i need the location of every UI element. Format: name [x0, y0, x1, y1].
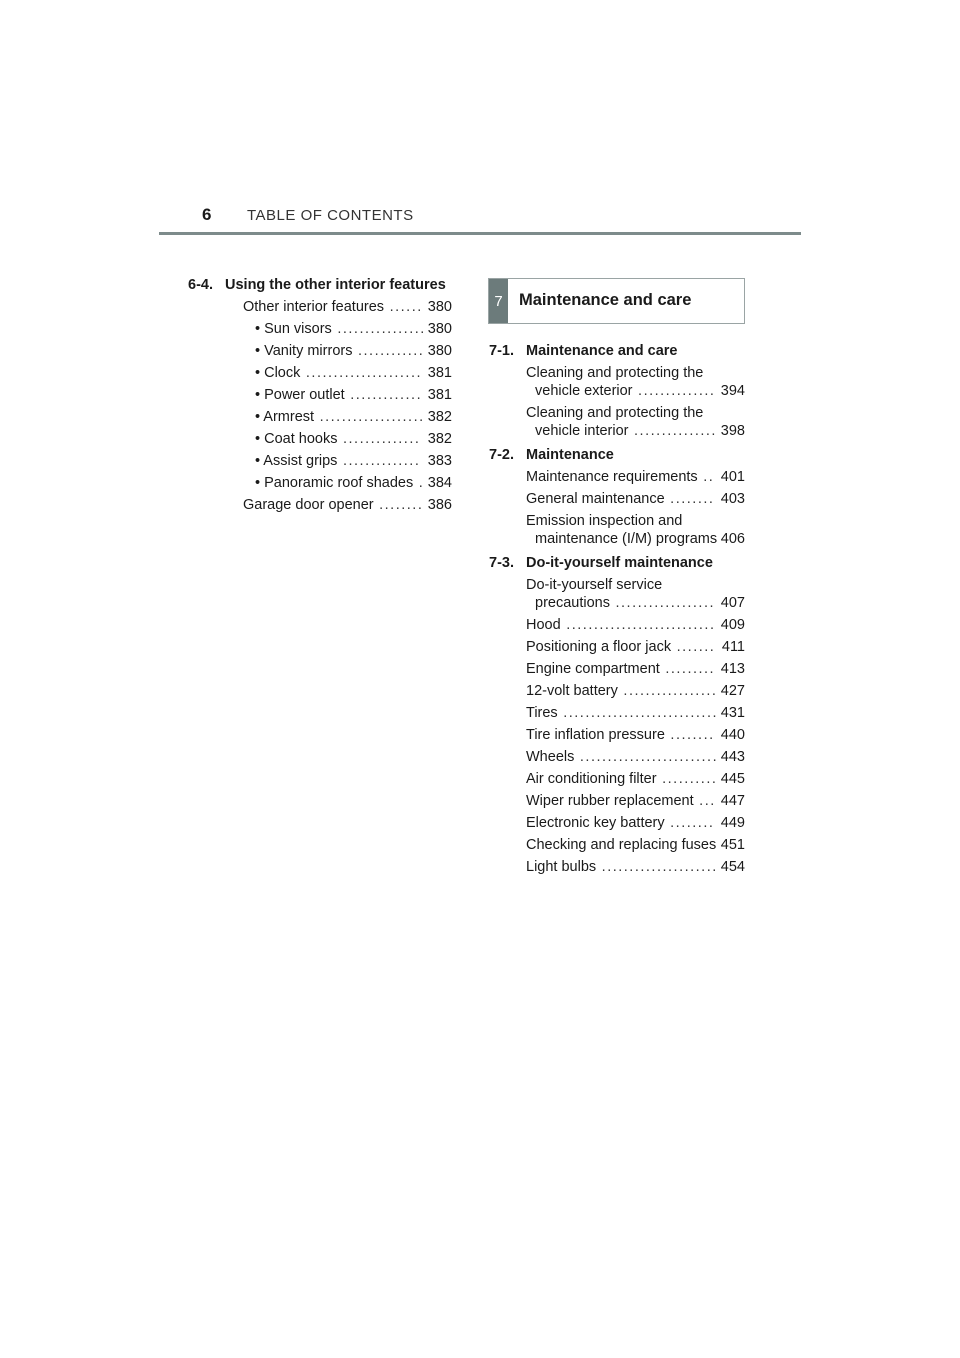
dot-leader: ......................... [574, 749, 719, 765]
dot-leader: ............................ [557, 705, 719, 721]
entry-page: 403 [720, 491, 745, 507]
section-heading [489, 446, 745, 464]
entry-page: 427 [720, 683, 745, 699]
section-title: Maintenance [526, 447, 614, 463]
right-column [489, 342, 745, 880]
dot-leader: .................. [609, 595, 716, 611]
toc-entry[interactable] [526, 726, 745, 744]
entry-page: 449 [720, 815, 745, 831]
section-title: Do-it-yourself maintenance [526, 555, 713, 571]
toc-entry[interactable] [526, 660, 745, 678]
chapter-title: Maintenance and care [519, 291, 692, 309]
entry-text: Garage door opener [243, 497, 374, 513]
dot-leader: ................. [617, 683, 718, 699]
entry-page: 380 [427, 343, 452, 359]
section-number: 7-2. [489, 447, 514, 463]
entry-page: 394 [720, 383, 745, 399]
toc-entry[interactable] [255, 386, 452, 404]
entry-title [243, 298, 426, 316]
dot-leader: ..................... [300, 365, 423, 381]
entry-title [526, 512, 719, 548]
dot-leader: ............ [352, 343, 425, 359]
entry-page: 401 [720, 469, 745, 485]
entry-title [526, 364, 719, 400]
entry-text: Cleaning and protecting the vehicle exterior [526, 365, 704, 399]
section-number: 7-1. [489, 343, 514, 359]
page-number: 6 [202, 205, 212, 224]
entry-text: Wheels [526, 749, 575, 765]
entry-title [526, 490, 719, 508]
entry-text: Maintenance requirements [526, 469, 698, 485]
entry-text: Air conditioning filter [526, 771, 657, 787]
entry-page: 443 [720, 749, 745, 765]
entry-page: 431 [720, 705, 745, 721]
toc-entry[interactable] [526, 748, 745, 766]
dot-leader: ... [693, 793, 716, 809]
entry-page: 413 [720, 661, 745, 677]
entry-title [526, 836, 719, 854]
entry-title [526, 682, 719, 700]
entry-text: • Power outlet [255, 387, 345, 403]
toc-entry[interactable] [526, 814, 745, 832]
section-title: Using the other interior features [225, 277, 446, 293]
entry-text: • Armrest [255, 409, 315, 425]
entry-text: Tire inflation pressure [526, 727, 665, 743]
entry-title [526, 660, 719, 678]
dot-leader: .............. [337, 453, 421, 469]
toc-entry[interactable] [526, 704, 745, 722]
entry-page: 380 [427, 299, 452, 315]
entry-page: 447 [720, 793, 745, 809]
entry-title [255, 342, 426, 360]
entry-page: 381 [427, 387, 452, 403]
entry-title [526, 770, 719, 788]
toc-entry[interactable] [526, 638, 745, 656]
entry-text: • Coat hooks [255, 431, 338, 447]
section-title: Maintenance and care [526, 343, 678, 359]
toc-entry[interactable] [526, 682, 745, 700]
entry-text: • Vanity mirrors [255, 343, 353, 359]
entry-title [526, 704, 719, 722]
entry-page: 382 [427, 409, 452, 425]
dot-leader: ........ [373, 497, 424, 513]
entry-page: 383 [427, 453, 452, 469]
entry-title [255, 320, 426, 338]
toc-entry[interactable] [526, 404, 745, 440]
entry-title [526, 858, 719, 876]
entry-title [255, 386, 426, 404]
dot-leader: ..................... [596, 859, 718, 875]
toc-entry[interactable] [255, 408, 452, 426]
toc-entry[interactable] [526, 770, 745, 788]
toc-entry[interactable] [526, 468, 745, 486]
entry-page: 380 [427, 321, 452, 337]
dot-leader: . [413, 475, 425, 491]
toc-entry[interactable] [255, 320, 452, 338]
entry-text: Wiper rubber replacement [526, 793, 694, 809]
entry-title [526, 468, 719, 486]
entry-text: Do-it-yourself service precautions [526, 577, 663, 611]
entry-page: 409 [720, 617, 745, 633]
dot-leader: ........ [664, 491, 715, 507]
dot-leader: ................... [314, 409, 425, 425]
entry-title [243, 496, 426, 514]
section-heading [489, 342, 745, 360]
left-column [188, 276, 452, 518]
entry-text: Checking and replacing fuses [526, 837, 717, 853]
entry-text: Tires [526, 705, 558, 721]
entry-text: General maintenance [526, 491, 665, 507]
dot-leader: ........................... [560, 617, 716, 633]
entry-page: 398 [720, 423, 745, 439]
entry-page: 384 [427, 475, 452, 491]
toc-entry[interactable] [243, 496, 452, 514]
entry-page: 440 [720, 727, 745, 743]
entry-page: 451 [720, 837, 745, 853]
entry-page: 382 [427, 431, 452, 447]
dot-leader: ............. [344, 387, 423, 403]
dot-leader: ............... [628, 423, 717, 439]
dot-leader: ................ [331, 321, 426, 337]
entry-page: 406 [720, 531, 745, 547]
entry-text: Hood [526, 617, 561, 633]
dot-leader: ...... [384, 299, 423, 315]
toc-entry[interactable] [526, 576, 745, 612]
entry-text: Electronic key battery [526, 815, 665, 831]
entry-text: Other interior features [243, 299, 385, 315]
entry-text: • Clock [255, 365, 301, 381]
dot-leader: ......... [659, 661, 716, 677]
header-rule [159, 232, 801, 235]
entry-text: Emission inspection and maintenance (I/M) programs [526, 513, 718, 547]
entry-title [255, 430, 426, 448]
entry-title [526, 726, 719, 744]
dot-leader: ....... [671, 639, 716, 655]
toc-entry[interactable] [243, 298, 452, 316]
section-number: 7-3. [489, 555, 514, 571]
dot-leader: .. [697, 469, 715, 485]
entry-title [526, 814, 719, 832]
entry-title [526, 616, 719, 634]
entry-page: 411 [721, 639, 745, 655]
entry-page: 445 [720, 771, 745, 787]
entry-page: 386 [427, 497, 452, 513]
dot-leader: .......... [656, 771, 718, 787]
entry-text: Engine compartment [526, 661, 660, 677]
chapter-number-tab: 7 [489, 279, 508, 323]
chapter-banner[interactable] [488, 278, 745, 324]
entry-text: 12-volt battery [526, 683, 618, 699]
toc-entry[interactable] [255, 452, 452, 470]
toc-entry[interactable] [255, 474, 452, 492]
entry-title [255, 408, 426, 426]
toc-entry[interactable] [526, 858, 745, 876]
entry-page: 407 [720, 595, 745, 611]
entry-title [526, 404, 719, 440]
entry-title [255, 452, 426, 470]
toc-entry[interactable] [526, 616, 745, 634]
toc-entry[interactable] [255, 430, 452, 448]
toc-entry[interactable] [255, 364, 452, 382]
dot-leader: ........ [664, 815, 715, 831]
entry-title [526, 792, 719, 810]
section-heading [188, 276, 452, 294]
header-title: TABLE OF CONTENTS [247, 207, 414, 224]
entry-title [526, 576, 719, 612]
toc-entry[interactable] [526, 512, 745, 548]
entry-title [255, 474, 426, 492]
entry-title [255, 364, 426, 382]
entry-title [526, 748, 719, 766]
entry-page: 381 [427, 365, 452, 381]
entry-text: Light bulbs [526, 859, 597, 875]
entry-text: • Assist grips [255, 453, 338, 469]
entry-page: 454 [720, 859, 745, 875]
section-number: 6-4. [188, 277, 213, 293]
dot-leader: ........ [664, 727, 715, 743]
dot-leader: .............. [632, 383, 716, 399]
dot-leader: .............. [337, 431, 421, 447]
toc-entry[interactable] [526, 490, 745, 508]
entry-text: • Sun visors [255, 321, 332, 337]
entry-text: Positioning a floor jack [526, 639, 672, 655]
toc-entry[interactable] [526, 364, 745, 400]
toc-entry[interactable] [526, 836, 745, 854]
section-heading [489, 554, 745, 572]
entry-title [526, 638, 720, 656]
entry-text: Cleaning and protecting the vehicle interior [526, 405, 704, 439]
toc-entry[interactable] [526, 792, 745, 810]
entry-text: • Panoramic roof shades [255, 475, 414, 491]
toc-entry[interactable] [255, 342, 452, 360]
